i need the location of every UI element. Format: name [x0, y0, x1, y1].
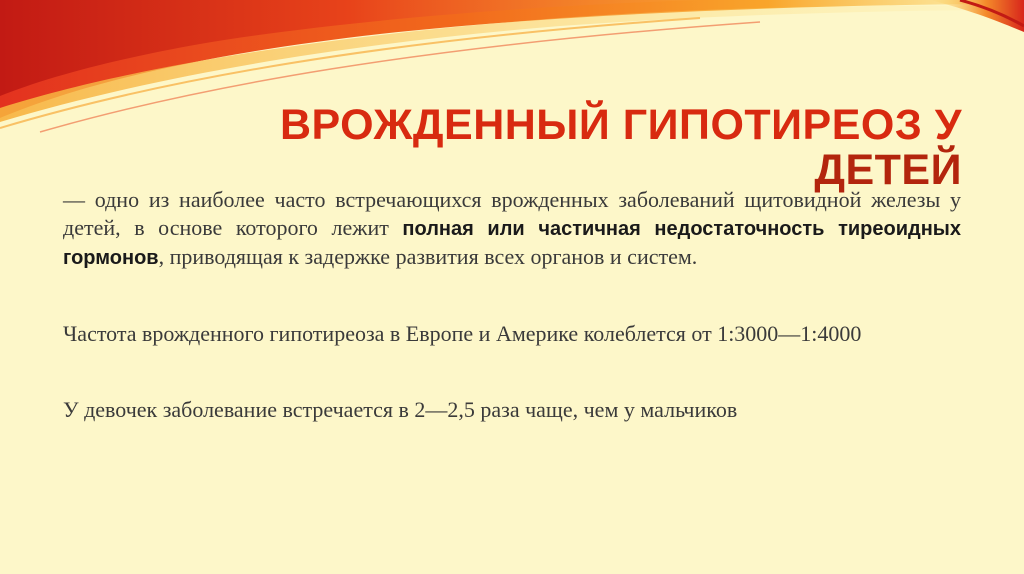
definition-prefix: — одно из наиболее часто встречающихся врожденных заболеваний щитовидной железы у детей, в основе которого лежит	[63, 187, 961, 240]
definition-paragraph	[63, 186, 961, 272]
girls-paragraph: У девочек заболевание встречается в 2—2,5 раза чаще, чем у мальчиков	[63, 397, 738, 422]
frequency-paragraph: Частота врожденного гипотиреоза в Европе и Америке колеблется от 1:3000—1:4000	[63, 321, 862, 346]
definition-bold: полная или частичная недостаточность тиреоидных гормонов	[63, 218, 961, 269]
slide-title-line-1: ВРОЖДЕННЫЙ ГИПОТИРЕОЗ У	[279, 100, 962, 149]
slide-title	[162, 100, 962, 194]
definition-suffix: , приводящая к задержке развития всех органов и систем.	[158, 244, 698, 269]
slide-title-line-2: ДЕТЕЙ	[814, 145, 962, 194]
slide-body	[63, 186, 961, 424]
